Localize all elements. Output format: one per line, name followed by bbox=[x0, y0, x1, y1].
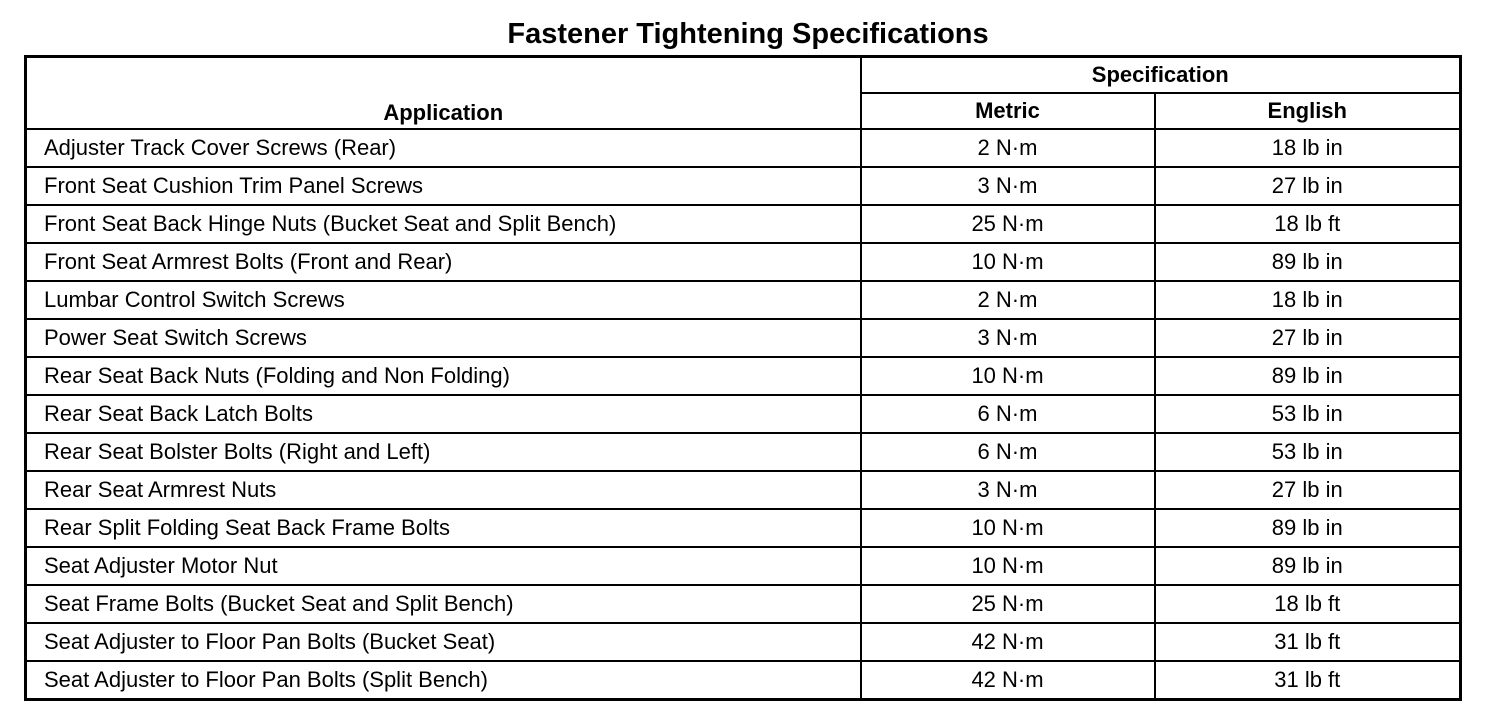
application-cell: Seat Frame Bolts (Bucket Seat and Split Bench) bbox=[26, 585, 861, 623]
page-title: Fastener Tightening Specifications bbox=[507, 18, 989, 50]
header-row-top bbox=[26, 57, 1461, 94]
table-row bbox=[26, 319, 1461, 357]
english-cell: 89 lb in bbox=[1155, 509, 1461, 547]
application-cell: Rear Split Folding Seat Back Frame Bolts bbox=[26, 509, 861, 547]
metric-cell: 6 N·m bbox=[861, 433, 1155, 471]
metric-cell: 10 N·m bbox=[861, 509, 1155, 547]
english-cell: 89 lb in bbox=[1155, 547, 1461, 585]
metric-column-header: Metric bbox=[861, 93, 1155, 129]
english-cell: 18 lb in bbox=[1155, 281, 1461, 319]
fastener-spec-table bbox=[24, 55, 1462, 701]
metric-cell: 25 N·m bbox=[861, 205, 1155, 243]
metric-cell: 2 N·m bbox=[861, 281, 1155, 319]
table-row bbox=[26, 357, 1461, 395]
application-cell: Power Seat Switch Screws bbox=[26, 319, 861, 357]
application-cell: Seat Adjuster Motor Nut bbox=[26, 547, 861, 585]
application-cell: Front Seat Cushion Trim Panel Screws bbox=[26, 167, 861, 205]
application-cell: Rear Seat Back Nuts (Folding and Non Folding) bbox=[26, 357, 861, 395]
metric-cell: 10 N·m bbox=[861, 357, 1155, 395]
table-row bbox=[26, 129, 1461, 167]
table-row bbox=[26, 243, 1461, 281]
english-column-header: English bbox=[1155, 93, 1461, 129]
table-row bbox=[26, 433, 1461, 471]
english-cell: 31 lb ft bbox=[1155, 661, 1461, 700]
metric-cell: 2 N·m bbox=[861, 129, 1155, 167]
metric-cell: 3 N·m bbox=[861, 319, 1155, 357]
table-row bbox=[26, 623, 1461, 661]
metric-cell: 10 N·m bbox=[861, 547, 1155, 585]
english-cell: 89 lb in bbox=[1155, 243, 1461, 281]
table-row bbox=[26, 471, 1461, 509]
metric-cell: 10 N·m bbox=[861, 243, 1155, 281]
application-column-header: Application bbox=[26, 57, 861, 130]
metric-cell: 42 N·m bbox=[861, 623, 1155, 661]
english-cell: 27 lb in bbox=[1155, 319, 1461, 357]
english-cell: 89 lb in bbox=[1155, 357, 1461, 395]
english-cell: 53 lb in bbox=[1155, 433, 1461, 471]
table-row bbox=[26, 281, 1461, 319]
table-row bbox=[26, 395, 1461, 433]
metric-cell: 6 N·m bbox=[861, 395, 1155, 433]
table-row bbox=[26, 167, 1461, 205]
application-cell: Seat Adjuster to Floor Pan Bolts (Split Bench) bbox=[26, 661, 861, 700]
application-cell: Front Seat Armrest Bolts (Front and Rear) bbox=[26, 243, 861, 281]
application-cell: Adjuster Track Cover Screws (Rear) bbox=[26, 129, 861, 167]
table-row bbox=[26, 661, 1461, 700]
table-row bbox=[26, 547, 1461, 585]
table-row bbox=[26, 205, 1461, 243]
table-row bbox=[26, 509, 1461, 547]
english-cell: 27 lb in bbox=[1155, 471, 1461, 509]
english-cell: 27 lb in bbox=[1155, 167, 1461, 205]
english-cell: 18 lb ft bbox=[1155, 205, 1461, 243]
application-cell: Rear Seat Bolster Bolts (Right and Left) bbox=[26, 433, 861, 471]
english-cell: 18 lb in bbox=[1155, 129, 1461, 167]
metric-cell: 3 N·m bbox=[861, 471, 1155, 509]
english-cell: 31 lb ft bbox=[1155, 623, 1461, 661]
metric-cell: 3 N·m bbox=[861, 167, 1155, 205]
specification-column-header: Specification bbox=[861, 57, 1461, 94]
application-cell: Lumbar Control Switch Screws bbox=[26, 281, 861, 319]
metric-cell: 42 N·m bbox=[861, 661, 1155, 700]
application-cell: Seat Adjuster to Floor Pan Bolts (Bucket Seat) bbox=[26, 623, 861, 661]
english-cell: 18 lb ft bbox=[1155, 585, 1461, 623]
application-cell: Rear Seat Back Latch Bolts bbox=[26, 395, 861, 433]
table-row bbox=[26, 585, 1461, 623]
application-cell: Rear Seat Armrest Nuts bbox=[26, 471, 861, 509]
application-cell: Front Seat Back Hinge Nuts (Bucket Seat and Split Bench) bbox=[26, 205, 861, 243]
metric-cell: 25 N·m bbox=[861, 585, 1155, 623]
english-cell: 53 lb in bbox=[1155, 395, 1461, 433]
